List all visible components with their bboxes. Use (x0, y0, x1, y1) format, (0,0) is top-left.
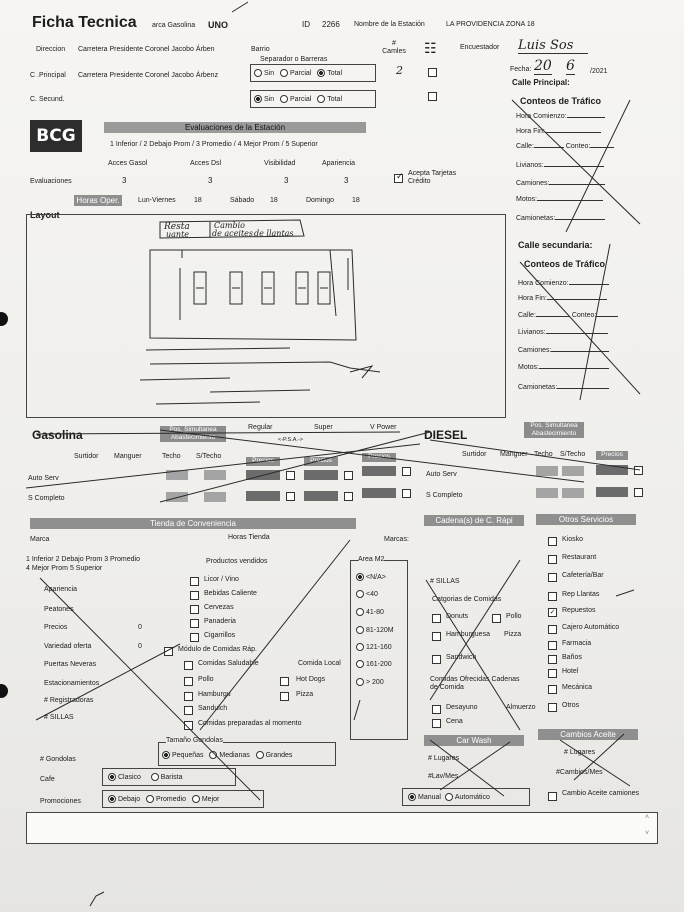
otros-item-label: Baños (562, 654, 582, 661)
gasolina-label: Gasolina (32, 428, 83, 442)
apariencia-label: Apariencia (322, 160, 356, 167)
precios-super: Precios (304, 457, 338, 466)
super-label: Super (314, 424, 333, 431)
licor-label: Licor / Vino (204, 576, 239, 583)
peatones-row: Peatones (44, 606, 74, 613)
manguer-label: Manguer (114, 453, 142, 460)
pos-simultanea-dsl: Pos. Simultanea Abastecimiento (524, 422, 584, 438)
sec-camionetas-row: Camionetas: (518, 384, 609, 391)
sec-hora-fin: Hora Fin: (518, 295, 607, 302)
almuerzo-label: Almuerzo (506, 704, 536, 711)
dsl-auto-serv-label: Auto Serv (426, 471, 457, 478)
desayuno-label: Desayuno (446, 704, 478, 711)
evaluaciones-scale: 1 Inferior / 2 Debajo Prom / 3 Promedio / 4 Mejor Prom / 5 Superior (110, 141, 318, 148)
livianos-row: Livianos: (516, 162, 604, 169)
fecha-day: 20 (534, 58, 552, 74)
pos-simultanea-gas: Pos. Simultanea Abastecimiento (160, 426, 226, 442)
precios-regular: Precios (246, 457, 280, 466)
precios-diesel: Precios (596, 451, 628, 460)
pollo-label: Pollo (198, 676, 214, 683)
otros-item-label: Repuestos (562, 607, 596, 614)
fecha-label: Fecha: (510, 66, 532, 73)
registradoras-row: # Registradoras (44, 697, 94, 704)
sec-hora-comienzo: Hora Comienzo: (518, 280, 609, 287)
auto-serv-label: Auto Serv (28, 475, 59, 482)
comidas-ofrecidas-label: Comidas Ofrecidas Cadenas de Comida (430, 676, 520, 691)
acces-dsl-value: 3 (208, 176, 213, 185)
acces-dsl-label: Acces Dsl (190, 160, 222, 167)
conteos-principal-title: Conteos de Tráfico (520, 96, 602, 106)
carwash-lugares-label: # Lugares (428, 755, 460, 762)
sketch-text-aceites: de aceites (212, 229, 253, 238)
area-opt-120[interactable]: 81-120M (356, 626, 394, 634)
apariencia-value: 3 (344, 176, 349, 185)
area-opt-200[interactable]: 161-200 (356, 660, 392, 668)
c-secund-label: C. Secund. (30, 96, 65, 103)
scroll-down-icon[interactable]: ˅ (645, 830, 650, 837)
carwash-options[interactable]: Manual Automático (408, 793, 490, 801)
calle-secundaria-title: Calle secundaria: (518, 240, 593, 250)
otros-header: Otros Servicios (536, 514, 636, 525)
encuestador-label: Encuestador (460, 44, 500, 51)
cervezas-label: Cervezas (204, 604, 234, 611)
area-opt-over-200[interactable]: > 200 (356, 678, 384, 686)
visibilidad-label: Visibilidad (264, 160, 296, 167)
pizza-label: Pizza (296, 691, 314, 698)
id-value: 2266 (322, 20, 340, 29)
area-opt-na[interactable]: <N/A> (356, 573, 386, 581)
cad-pollo-label: Pollo (506, 613, 522, 620)
promociones-label: Promociones (40, 798, 81, 805)
cena-label: Cena (446, 718, 463, 725)
otros-item-label: Cafetería/Bar (562, 572, 604, 579)
camles-value: 2 (396, 64, 403, 77)
evaluaciones-row-label: Evaluaciones (30, 178, 72, 185)
area-opt-160[interactable]: 121-160 (356, 643, 392, 651)
marcas-label: Marcas: (384, 536, 409, 543)
acces-gasol-value: 3 (122, 176, 127, 185)
variedad-value: 0 (138, 643, 142, 650)
station-value: LA PROVIDENCIA ZONA 18 (446, 21, 535, 28)
vpower-label: V Power (370, 424, 397, 431)
encuestador-value: Luis Sos (518, 38, 588, 54)
s-techo-label: S/Techo (196, 453, 222, 460)
calle-principal-row: Calle: Conteo: (516, 143, 614, 150)
productos-label: Productos vendidos (206, 558, 268, 565)
comidas-saludable-label: Comidas Saludable (198, 660, 259, 667)
sketch-text-cambio: Cambio (214, 221, 245, 230)
tienda-scale-1: 1 Inferior 2 Debajo Prom 3 Promedio (26, 556, 140, 563)
evaluaciones-header: Evaluaciones de la Estación (104, 122, 366, 133)
dsl-surtidor-label: Surtidor (462, 451, 487, 458)
variedad-row: Variedad oferta (44, 643, 92, 650)
otros-item-label: Restaurant (562, 554, 597, 561)
domingo-value: 18 (352, 197, 360, 204)
estacionamientos-row: Estacionamientos (44, 680, 100, 687)
hora-comienzo: Hora Comienzo: (516, 113, 605, 120)
otros-item-label: Hotel (562, 668, 579, 675)
sandwich-label: Sandwich (446, 654, 477, 661)
otros-item-label: Farmacia (562, 640, 592, 647)
gondolas-label: # Gondolas (40, 756, 76, 763)
sketch-text-resta: Resta (164, 222, 190, 232)
cad-pizza-label: Pizza (504, 631, 522, 638)
cadenas-header: Cadena(s) de C. Rápi (424, 515, 524, 526)
sillas-row: # SILLAS (44, 714, 74, 721)
hora-fin: Hora Fin: (516, 128, 601, 135)
sec-calle-row: Calle: Conteo: (518, 312, 618, 319)
sanduich-label: Sanduich (198, 705, 228, 712)
scroll-up-icon[interactable]: ˄ (645, 814, 650, 821)
sec-motos-row: Motos: (518, 364, 609, 371)
donuts-label: Donuts (446, 613, 469, 620)
cambio-camiones-label: Cambio Aceite camiones (562, 790, 640, 797)
tienda-scale-2: 4 Mejor Prom 5 Superior (26, 565, 103, 572)
techo-label: Techo (162, 453, 181, 460)
barrio-label: Barrio (251, 46, 270, 53)
direccion-value: Carretera Presidente Coronel Jacobo Árben (78, 46, 215, 53)
otros-item-label: Kiosko (562, 536, 584, 543)
gondolas-options[interactable]: Pequeñas Medianas Grandes (162, 751, 292, 759)
comida-local-label: Comida Local (298, 660, 341, 667)
otros-item-label: Rep Llantas (562, 591, 600, 598)
modulo-label: Módulo de Comidas Ráp. (178, 646, 257, 653)
cambios-mes-label: #Cambios/Mes (556, 769, 603, 776)
conteos-secundaria-title: Conteos de Tráfico (524, 259, 606, 269)
sec-camiones-row: Camiones: (518, 347, 609, 354)
domingo-label: Domingo (306, 197, 335, 204)
surtidor-label: Surtidor (74, 453, 99, 460)
motos-row: Motos: (516, 196, 603, 203)
sabado-value: 18 (270, 197, 278, 204)
calle-principal-label: Calle Principal: (512, 78, 570, 87)
cambios-lugares-label: # Lugares (564, 749, 596, 756)
otros-item-label: Mecánica (562, 684, 592, 691)
tienda-header: Tienda de Conveniencia (30, 518, 356, 529)
form-title: Ficha Tecnica (32, 14, 137, 31)
cad-hamburguesa-label: Hamburguesa (446, 631, 490, 638)
bcg-logo: BCG (30, 120, 82, 152)
marca-value: UNO (208, 20, 228, 30)
cambios-aceite-header: Cambios Aceite (538, 729, 638, 740)
area-m2-label: Area M2 (358, 556, 385, 563)
station-label: Nombre de la Estación (354, 21, 425, 28)
diesel-label: DIESEL (424, 428, 468, 442)
cigarrillos-label: Cigarrillos (204, 632, 236, 639)
horas-oper-label: Horas Oper. (74, 195, 122, 206)
acepta-tarjetas-label: Acepta Tarjetas Crédito (408, 170, 457, 185)
camles-label: # Camles (382, 40, 406, 55)
apariencia-row: Apariencia (44, 586, 78, 593)
panaderia-label: Panaderia (204, 618, 236, 625)
carwash-header: Car Wash (424, 735, 524, 746)
acces-gasol-label: Acces Gasol (108, 160, 148, 167)
check-mark-icon: ✓ (396, 171, 404, 181)
cadenas-sillas-label: # SILLAS (430, 578, 460, 585)
precios-value: 0 (138, 624, 142, 631)
separador-principal-options[interactable]: Sin Parcial Total (254, 69, 342, 77)
regular-label: Regular (248, 424, 273, 431)
s-completo-label: S Completo (28, 495, 65, 502)
dsl-techo-label: Techo (534, 451, 553, 458)
promociones-options[interactable]: Debajo Promedio Mejor (108, 795, 219, 803)
lun-viernes-value: 18 (194, 197, 202, 204)
tamano-gondolas-label: Tamaño Gondolas (166, 737, 223, 744)
hamburguesa-label: Hamburgu (198, 691, 231, 698)
c-principal-value: Carretera Presidente Coronel Jacobo Árbenz (78, 72, 219, 79)
categorias-label: Catgorias de Comidas (432, 596, 502, 603)
psa-label: <-P.S.A.-> (278, 437, 303, 443)
marca-label: arca Gasolina (152, 22, 196, 29)
id-label: ID (302, 20, 310, 29)
c-principal-label: C .Principal (30, 72, 66, 79)
fecha-year: /2021 (590, 68, 608, 75)
area-opt-40[interactable]: <40 (356, 590, 378, 598)
otros-item-label: Cajero Automático (562, 624, 620, 631)
sabado-label: Sábado (230, 197, 255, 204)
area-opt-80[interactable]: 41-80 (356, 608, 384, 616)
cafe-label: Cafe (40, 776, 55, 783)
sec-livianos-row: Livianos: (518, 329, 608, 336)
puertas-row: Puertas Neveras (44, 661, 97, 668)
sketch-text-llantas: de llantas (254, 229, 294, 238)
cafe-options[interactable]: Clasico Barista (108, 773, 182, 781)
precios-row: Precios (44, 624, 68, 631)
horas-tienda-label: Horas Tienda (228, 534, 270, 541)
dsl-s-techo-label: S/Techo (560, 451, 586, 458)
camionetas-row: Camionetas: (516, 215, 605, 222)
separador-label: Separador o Barreras (260, 56, 328, 63)
visibilidad-value: 3 (284, 176, 289, 185)
layout-label: Layout (30, 210, 60, 220)
separador-secund-options[interactable]: Sin Parcial Total (254, 95, 342, 103)
dsl-s-completo-label: S Completo (426, 492, 463, 499)
lav-mes-label: #Lav/Mes (428, 773, 459, 780)
otros-checkbox[interactable]: ✓ (549, 609, 556, 616)
marca-tienda-label: Marca (30, 536, 50, 543)
hot-dogs-label: Hot Dogs (296, 676, 326, 683)
sketch-text-uante: uante (166, 230, 190, 239)
camiones-row: Camiones: (516, 180, 605, 187)
dsl-manguer-label: Manguer (500, 451, 528, 458)
fecha-month: 6 (566, 58, 575, 74)
traffic-light-icon: ☷ (424, 40, 437, 56)
precios-vpower: Precios (362, 453, 396, 462)
direccion-label: Direccion (36, 46, 66, 53)
otros-item-label: Otros (562, 702, 580, 709)
comidas-preparadas-label: Comidas preparadas al momento (198, 720, 302, 727)
lun-viernes-label: Lun-Viernes (138, 197, 176, 204)
bebidas-label: Bebidas Caliente (204, 590, 257, 597)
